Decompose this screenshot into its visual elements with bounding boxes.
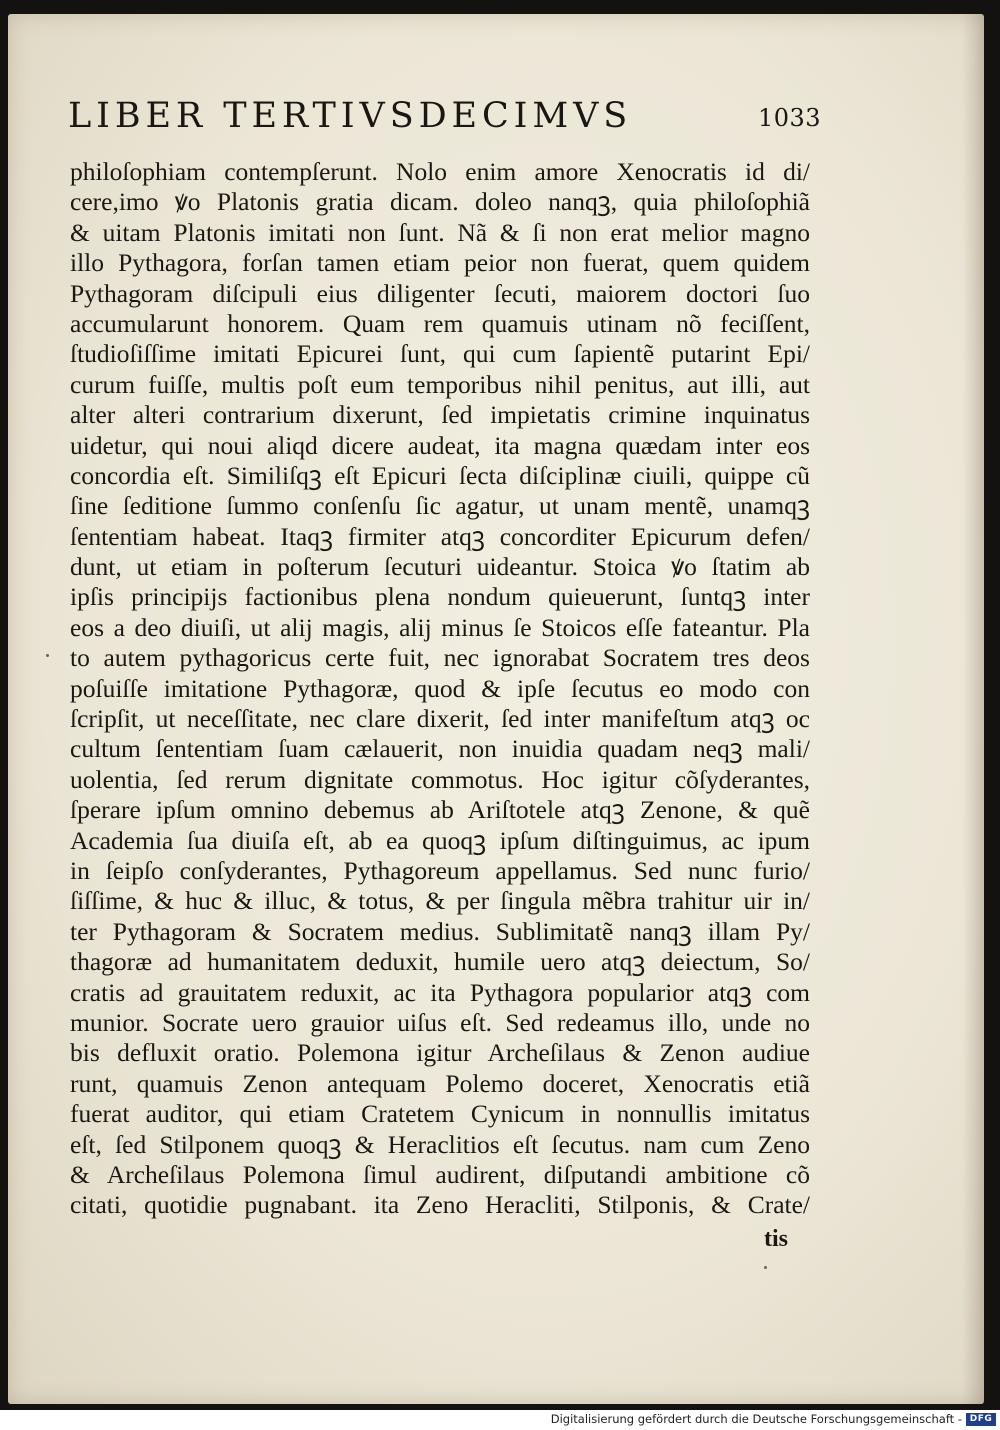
text-line: bis defluxit oratio. Polemona igitur Archeſilaus & Zenon audiue	[70, 1038, 810, 1068]
text-line: cratis ad grauitatem reduxit, ac ita Pythagora popularior atqꝫ com	[70, 977, 810, 1007]
running-head	[68, 96, 828, 144]
text-line: accumularunt honorem. Quam rem quamuis utinam nõ feciſſent,	[70, 308, 810, 338]
text-line: philoſophiam contempſerunt. Nolo enim amore Xenocratis id di/	[70, 157, 810, 186]
funding-credit: Digitalisierung gefördert durch die Deutsche Forschungsgemeinschaft -	[550, 1412, 962, 1426]
text-line: cere,imo ꝟo Platonis gratia dicam. doleo nanqꝫ, quia philoſophiã	[70, 187, 810, 217]
text-line: dunt, ut etiam in poſterum ſecuturi uideantur. Stoica ꝟo ſtatim ab	[70, 552, 810, 582]
text-line: to autem pythagoricus certe fuit, nec ignorabat Socratem tres deos	[70, 643, 810, 673]
text-line: eos a deo diuiſi, ut alij magis, alij minus ſe Stoicos eſſe fateantur. Pla	[70, 612, 810, 642]
paper-speck	[764, 1266, 767, 1269]
text-line: thagoræ ad humanitatem deduxit, humile uero atqꝫ deiectum, So/	[70, 947, 810, 977]
text-line: poſuiſſe imitatione Pythagoræ, quod & ipſe ſecutus eo modo con	[70, 673, 810, 703]
text-line: Pythagoram diſcipuli eius diligenter ſecuti, maiorem doctori ſuo	[70, 278, 810, 308]
text-line: in ſeipſo conſyderantes, Pythagoreum appellamus. Sed nunc furio/	[70, 855, 810, 885]
text-block	[70, 157, 810, 1221]
footer-bar	[0, 1410, 1000, 1430]
dfg-logo-icon: DFG	[966, 1413, 996, 1426]
text-line: ter Pythagoram & Socratem medius. Sublimitatẽ nanqꝫ illam Py/	[70, 916, 810, 946]
catchword: tis	[764, 1226, 788, 1252]
paper-speck	[46, 654, 49, 657]
text-line: ſcripſit, ut neceſſitate, nec clare dixerit, ſed inter manifeſtum atqꝫ oc	[70, 704, 810, 734]
text-line: curum fuiſſe, multis poſt eum temporibus nihil penitus, aut illi, aut	[70, 369, 810, 399]
folio-number: 1033	[758, 104, 821, 132]
text-line: cultum ſententiam ſuam cælauerit, non inuidia quadam neqꝫ mali/	[70, 734, 810, 764]
text-line: Academia ſua diuiſa eſt, ab ea quoqꝫ ipſum diſtinguimus, ac ipum	[70, 825, 810, 855]
text-line: illo Pythagora, forſan tamen etiam peior non fuerat, quem quidem	[70, 248, 810, 278]
book-page	[8, 14, 984, 1404]
text-line: ſperare ipſum omnino debemus ab Ariſtotele atqꝫ Zenone, & quẽ	[70, 795, 810, 825]
text-line: eſt, ſed Stilponem quoqꝫ & Heraclitios eſt ſecutus. nam cum Zeno	[70, 1129, 810, 1159]
text-line: & uitam Platonis imitati non ſunt. Nã & ſi non erat melior magno	[70, 217, 810, 247]
text-line: ſiſſime, & huc & illuc, & totus, & per ſingula mẽbra trahitur uir in/	[70, 886, 810, 916]
text-line: concordia eſt. Similiſqꝫ eſt Epicuri ſecta diſciplinæ ciuili, quippe cũ	[70, 460, 810, 490]
text-line: ſententiam habeat. Itaqꝫ firmiter atqꝫ concorditer Epicurum defen/	[70, 521, 810, 551]
running-head-title: LIBER TERTIVSDECIMVS	[68, 96, 633, 136]
page-edge-shadow	[962, 14, 984, 1404]
text-line: munior. Socrate uero grauior uiſus eſt. Sed redeamus illo, unde no	[70, 1007, 810, 1037]
text-line: ſtudioſiſſime imitati Epicurei ſunt, qui cum ſapientẽ putarint Epi/	[70, 339, 810, 369]
text-line: runt, quamuis Zenon antequam Polemo doceret, Xenocratis etiã	[70, 1068, 810, 1098]
text-line: uidetur, qui noui aliqd dicere audeat, ita magna quædam inter eos	[70, 430, 810, 460]
text-line: ſine ſeditione ſummo conſenſu ſic agatur, ut unam mentẽ, unamqꝫ	[70, 491, 810, 521]
text-line: fuerat auditor, qui etiam Cratetem Cynicum in nonnullis imitatus	[70, 1099, 810, 1129]
text-line: citati, quotidie pugnabant. ita Zeno Heracliti, Stilponis, & Crate/	[70, 1190, 810, 1220]
text-line: uolentia, ſed rerum dignitate commotus. Hoc igitur cõſyderantes,	[70, 764, 810, 794]
text-line: ipſis principijs factionibus plena nondum quieuerunt, ſuntqꝫ inter	[70, 582, 810, 612]
text-line: & Archeſilaus Polemona ſimul audirent, diſputandi ambitione cõ	[70, 1159, 810, 1189]
text-line: alter alteri contrarium dixerunt, ſed impietatis crimine inquinatus	[70, 400, 810, 430]
